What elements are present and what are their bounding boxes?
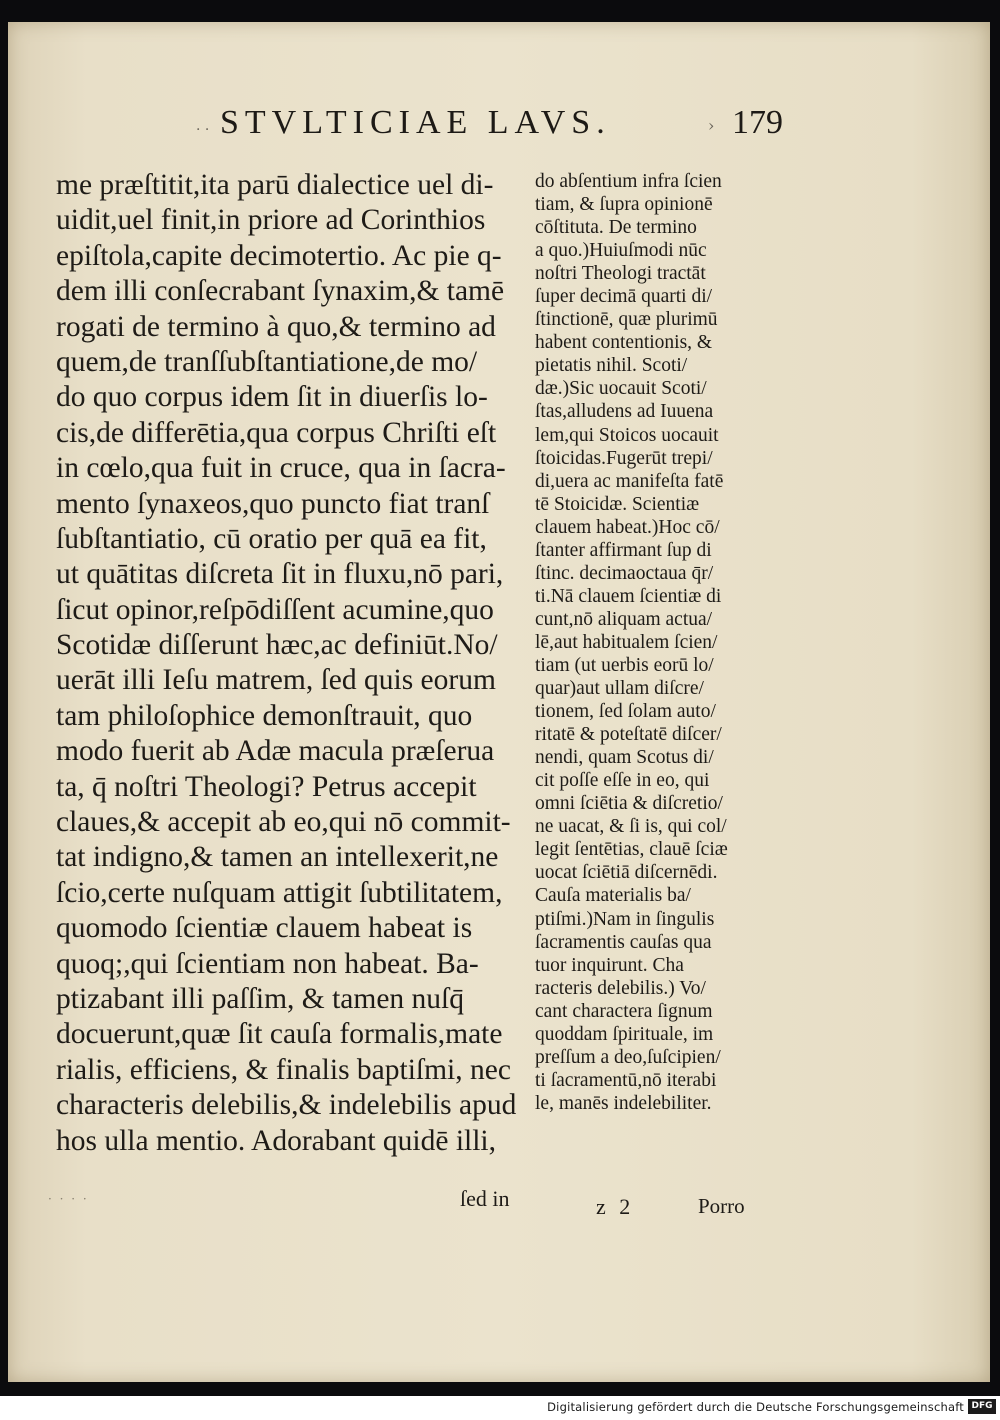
page-header (8, 102, 990, 152)
margin-note-line: ſtoicidas.Fugerūt trepi/ (535, 447, 713, 469)
margin-note-line: uocat ſciētiā diſcernēdi. (535, 862, 718, 884)
header-ornament-right: › (708, 116, 715, 135)
margin-note-line: tuor inquirunt. Cha (535, 954, 684, 976)
margin-note-line: le, manēs indelebiliter. (535, 1092, 712, 1114)
text-line: quoq;,qui ſcientiam non habeat. Ba- (56, 947, 479, 980)
margin-note-line: quoddam ſpirituale, im (535, 1023, 714, 1045)
text-line: me præſtitit,ita parū dialectice uel di- (56, 169, 494, 201)
margin-note-line: di,uera ac manifeſta fatē (535, 470, 724, 492)
text-line: uerāt illi Ieſu matrem, ſed quis eorum (56, 664, 496, 697)
page-number: 179 (732, 104, 783, 141)
text-line: tat indigno,& tamen an intellexerit,ne (56, 841, 499, 874)
margin-note-line: clauem habeat.)Hoc cō/ (535, 516, 720, 538)
margin-note-line: ſtanter affirmant ſup di (535, 539, 712, 561)
margin-note-line: ſtas,alludens ad Iuuena (535, 401, 714, 423)
margin-note-line: noſtri Theologi tractāt (535, 263, 706, 285)
running-title: STVLTICIAE LAVS. (220, 104, 611, 141)
margin-note-line: tionem, ſed ſolam auto/ (535, 701, 716, 723)
margin-note-line: cunt,nō aliquam actua/ (535, 608, 713, 630)
catchword: ſed in (460, 1186, 510, 1211)
margin-note-line: habent contentionis, & (535, 332, 713, 354)
text-line: ſubſtantiatio, cū oratio per quā ea fit, (56, 522, 487, 555)
marginal-notes-column (535, 170, 781, 1115)
margin-note-line: cōſtituta. De termino (535, 217, 697, 239)
text-line: dem illi conſecrabant ſynaxim,& tamē (56, 275, 505, 308)
text-line: quomodo ſcientiæ clauem habeat is (56, 912, 473, 945)
margin-note-line: pietatis nihil. Scoti/ (535, 355, 688, 377)
margin-note-line: ti.Nā clauem ſcientiæ di (535, 585, 722, 607)
margin-catchword: Porro (698, 1194, 745, 1218)
margin-note-line: do abſentium infra ſcien (535, 171, 722, 192)
margin-note-line: cit poſſe eſſe in eo, qui (535, 770, 710, 792)
margin-note-line: Cauſa materialis ba/ (535, 885, 691, 907)
text-line: ut quātitas diſcreta ſit in fluxu,nō pari, (56, 558, 504, 591)
text-line: rialis, efficiens, & finalis baptiſmi, nec (56, 1053, 511, 1086)
ink-smudge: · · · · (48, 1192, 89, 1206)
margin-note-line: lem,qui Stoicos uocauit (535, 424, 719, 446)
margin-note-line: tē Stoicidæ. Scientiæ (535, 493, 700, 515)
margin-note-line: racteris delebilis.) Vo/ (535, 977, 706, 999)
margin-note-line: ti ſacramentū,nō iterabi (535, 1069, 717, 1091)
margin-note-line: legit ſentētias, clauē ſciæ (535, 839, 728, 861)
dfg-logo: DFG (968, 1399, 996, 1414)
margin-note-line: dæ.)Sic uocauit Scoti/ (535, 378, 707, 400)
signature-mark: z 2 (596, 1194, 635, 1219)
text-line: uidit,uel finit,in priore ad Corinthios (56, 204, 486, 237)
margin-note-line: ſacramentis cauſas qua (535, 931, 712, 953)
text-line: in cœlo,qua fuit in cruce, qua in ſacra- (56, 452, 506, 485)
margin-note-line: ritatē & poteſtatē diſcer/ (535, 724, 722, 746)
margin-note-line: tiam (ut uerbis eorū lo/ (535, 654, 714, 676)
text-line: ta, q̄ noſtri Theologi? Petrus accepit (56, 770, 477, 803)
text-line: quem,de tranſſubſtantiatione,de mo/ (56, 345, 478, 378)
text-line: docuerunt,quæ ſit cauſa formalis,mate (56, 1018, 503, 1051)
text-line: epiſtola,capite decimotertio. Ac pie q- (56, 239, 502, 272)
margin-note-line: ptiſmi.)Nam in ſingulis (535, 908, 715, 930)
margin-note-line: lē,aut habitualem ſcien/ (535, 631, 718, 653)
text-line: ſcio,certe nuſquam attigit ſubtilitatem, (56, 876, 503, 909)
text-line: claues,& accepit ab eo,qui nō commit- (56, 806, 511, 839)
text-line: hos ulla mentio. Adorabant quidē illi, (56, 1124, 496, 1157)
margin-note-line: ſuper decimā quarti di/ (535, 286, 713, 308)
text-line: Scotidæ diſſerunt hæc,ac definiūt.No/ (56, 629, 498, 662)
text-line: ptizabant illi paſſim, & tamen nuſq̄ (56, 982, 465, 1015)
margin-note-line: ſtinctionē, quæ plurimū (535, 309, 718, 331)
margin-note-line: cant charactera ſignum (535, 1000, 713, 1022)
margin-note-line: omni ſciētia & diſcretio/ (535, 793, 723, 815)
header-ornament-left: · · (196, 122, 210, 138)
text-line: cis,de differētia,qua corpus Chriſti eſt (56, 416, 497, 449)
footer-bar (0, 1396, 1000, 1420)
funding-credit: Digitalisierung gefördert durch die Deutsche Forschungsgemeinschaft (547, 1400, 964, 1414)
margin-note-line: ne uacat, & ſi is, qui col/ (535, 816, 727, 838)
margin-note-line: ſtinc. decimaoctaua q̄r/ (535, 562, 714, 584)
text-line: do quo corpus idem ſit in diuerſis lo- (56, 381, 488, 414)
margin-note-line: tiam, & ſupra opinionē (535, 194, 713, 216)
text-line: characteris delebilis,& indelebilis apud (56, 1089, 517, 1122)
margin-note-line: nendi, quam Scotus di/ (535, 747, 714, 769)
book-page (8, 22, 990, 1382)
main-text-column (56, 168, 536, 1159)
text-line: rogati de termino à quo,& termino ad (56, 310, 496, 343)
text-line: mento ſynaxeos,quo puncto fiat tranſ (56, 487, 490, 520)
text-line: ſicut opinor,reſpōdiſſent acumine,quo (56, 593, 494, 626)
text-line: tam philoſophice demonſtrauit, quo (56, 699, 473, 732)
margin-note-line: a quo.)Huiuſmodi nūc (535, 240, 707, 262)
margin-note-line: preſſum a deo,ſuſcipien/ (535, 1046, 721, 1068)
text-line: modo fuerit ab Adæ macula præſerua (56, 735, 495, 768)
margin-note-line: quar)aut ullam diſcre/ (535, 678, 704, 700)
